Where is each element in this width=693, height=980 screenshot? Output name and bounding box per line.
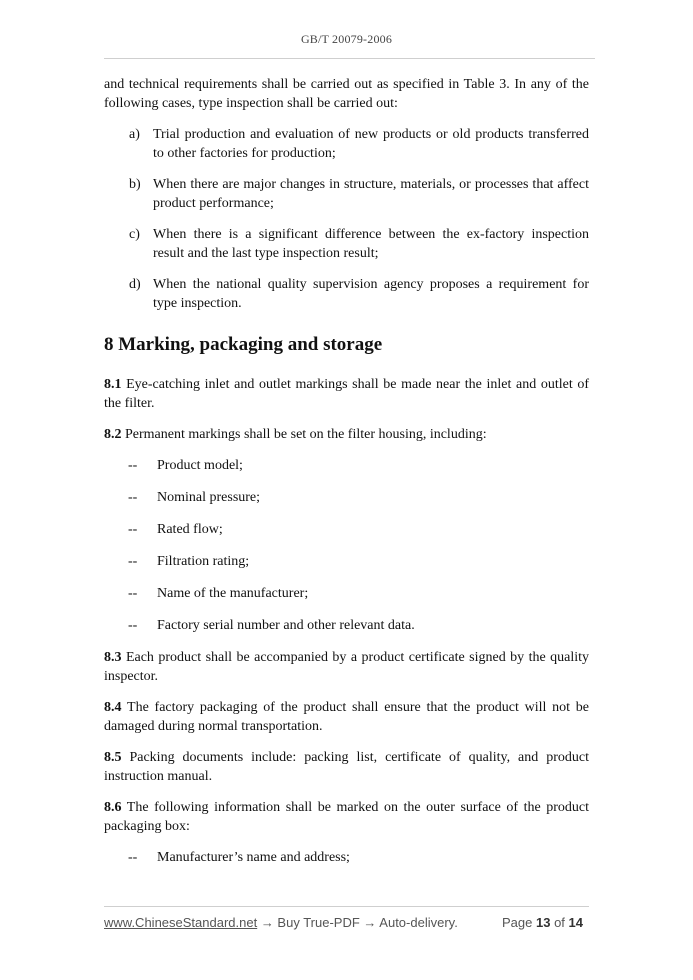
case-item-d <box>104 275 589 313</box>
list-item-text: Manufacturer’s name and address; <box>157 850 350 865</box>
clause-8-5 <box>104 748 589 786</box>
list-dash: -- <box>128 586 138 601</box>
list-item-text: Product model; <box>157 458 243 473</box>
section-heading: 8 Marking, packaging and storage <box>104 334 383 355</box>
list-dash: -- <box>128 618 138 633</box>
marking-list-item <box>104 552 589 571</box>
document-header <box>0 32 693 47</box>
clause-number: 8.1 <box>104 377 122 392</box>
box-info-list-item <box>104 848 589 867</box>
case-item-c <box>104 225 589 263</box>
clause-number: 8.2 <box>104 427 122 442</box>
clause-text: The following information shall be marked on the outer surface of the product packaging box: <box>104 800 589 834</box>
list-item-text: Name of the manufacturer; <box>157 586 309 601</box>
case-text: When the national quality supervision agency proposes a requirement for type inspection. <box>153 277 589 311</box>
footer-promo <box>104 915 458 930</box>
case-marker: a) <box>129 127 140 142</box>
list-dash: -- <box>128 458 138 473</box>
clause-8-3 <box>104 648 589 686</box>
clause-8-1 <box>104 375 589 413</box>
footer-tagline: → Buy True-PDF → Auto-delivery. <box>257 915 458 930</box>
clause-text: Packing documents include: packing list, certificate of quality, and product instruction manual. <box>104 750 590 784</box>
clause-number: 8.6 <box>104 800 122 815</box>
clause-8-2 <box>104 425 589 444</box>
clause-text: Eye-catching inlet and outlet markings shall be made near the inlet and outlet of the filter. <box>104 377 589 411</box>
clause-number: 8.3 <box>104 650 122 665</box>
site-link[interactable]: www.ChineseStandard.net <box>104 915 258 930</box>
case-item-b <box>104 175 589 213</box>
list-dash: -- <box>128 850 138 865</box>
marking-list-item <box>104 520 589 539</box>
marking-list-item <box>104 584 589 603</box>
clause-number: 8.4 <box>104 700 122 715</box>
case-marker: c) <box>129 227 140 242</box>
marking-list-item <box>104 456 589 475</box>
list-item-text: Rated flow; <box>157 522 223 537</box>
clause-number: 8.5 <box>104 750 122 765</box>
footer-divider <box>104 906 589 907</box>
header-divider <box>104 58 595 59</box>
marking-list-item <box>104 616 589 635</box>
list-dash: -- <box>128 522 138 537</box>
list-item-text: Factory serial number and other relevant data. <box>157 618 415 633</box>
total-pages-number: 14 <box>568 915 583 930</box>
clause-8-4 <box>104 698 589 736</box>
case-marker: b) <box>129 177 141 192</box>
of-label: of <box>554 915 565 930</box>
clause-text: Permanent markings shall be set on the filter housing, including: <box>125 427 487 442</box>
intro-paragraph: and technical requirements shall be carried out as specified in Table 3. In any of the following cases, type inspection shall be carried out: <box>104 77 589 111</box>
clause-8-6 <box>104 798 589 836</box>
case-marker: d) <box>129 277 141 292</box>
case-item-a <box>104 125 589 163</box>
list-item-text: Filtration rating; <box>157 554 250 569</box>
clause-text: Each product shall be accompanied by a product certificate signed by the quality inspector. <box>104 650 590 684</box>
list-dash: -- <box>128 554 138 569</box>
case-text: When there is a significant difference between the ex-factory inspection result and the last type inspection result; <box>153 227 589 261</box>
case-text: When there are major changes in structure, materials, or processes that affect product performance; <box>153 177 589 211</box>
page-label: Page <box>501 915 533 930</box>
standard-number: GB/T 20079-2006 <box>300 32 393 46</box>
page-body <box>104 75 589 880</box>
clause-text: The factory packaging of the product shall ensure that the product will not be damaged during normal transportation. <box>104 700 590 734</box>
list-dash: -- <box>128 490 138 505</box>
list-item-text: Nominal pressure; <box>157 490 261 505</box>
marking-list-item <box>104 488 589 507</box>
page-indicator <box>502 915 583 930</box>
case-text: Trial production and evaluation of new products or old products transferred to other factories for production; <box>153 127 589 161</box>
current-page-number: 13 <box>535 915 551 930</box>
